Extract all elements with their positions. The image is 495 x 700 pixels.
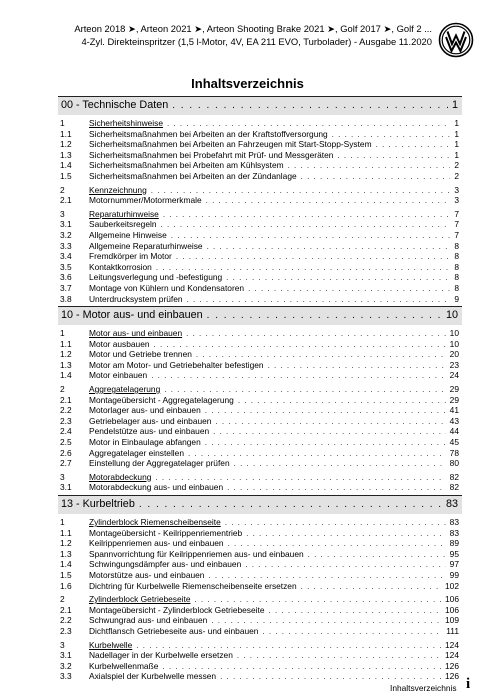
leader-dots (220, 672, 441, 683)
toc-chapter[interactable] (58, 640, 462, 651)
toc-entry[interactable] (58, 559, 462, 570)
toc-page: 8 (454, 272, 459, 283)
toc-text: Kontaktkorrosion (89, 261, 152, 272)
toc-page: 8 (454, 240, 459, 251)
toc-number: 1.4 (60, 370, 72, 381)
toc-entry[interactable] (58, 272, 462, 283)
toc-entry[interactable] (58, 538, 462, 549)
toc-page: 7 (454, 229, 459, 240)
toc-text: Reparaturhinweise (89, 208, 159, 219)
toc-entry[interactable] (58, 416, 462, 427)
toc-number: 2.2 (60, 615, 72, 626)
leader-dots (245, 560, 445, 571)
toc-number: 1.1 (60, 527, 72, 538)
toc-number: 1.3 (60, 359, 72, 370)
leader-dots (205, 438, 446, 449)
header-models: Arteon 2018 ➤, Arteon 2021 ➤, Arteon Shooting Brake 2021 ➤, Golf 2017 ➤, Golf 2 ... (74, 23, 432, 34)
toc-text: Allgemeine Reparaturhinweise (89, 240, 203, 251)
toc-number: 1 (60, 118, 65, 128)
header-engine: 4-Zyl. Direkteinspritzer (1,5 l-Motor, 4V, EA 211 EVO, Turbolader) - Ausgabe 11.2020 (81, 36, 432, 47)
toc-page: 8 (454, 282, 459, 293)
toc-text: Sicherheitsmaßnahmen bei Arbeiten an Fahrzeugen mit Start-Stopp-System (89, 139, 372, 150)
toc-number: 3.2 (60, 660, 72, 671)
leader-dots (186, 329, 446, 340)
toc-text: Zylinderblock Riemenscheibenseite (89, 517, 221, 527)
toc-page: 10 (449, 338, 459, 349)
toc-text: Einstellung der Aggregatelager prüfen (89, 458, 230, 469)
toc-chapter[interactable] (58, 328, 462, 339)
toc-number: 1.2 (60, 349, 72, 360)
toc-section-title: 10 - Motor aus- und einbauen (61, 309, 203, 322)
toc-entry[interactable] (58, 129, 462, 140)
toc-page: 99 (449, 569, 459, 580)
toc-entry[interactable] (58, 171, 462, 182)
toc-page: 78 (449, 447, 459, 458)
toc-number: 2.3 (60, 625, 72, 636)
toc-number: 1.2 (60, 538, 72, 549)
toc-page: 106 (445, 604, 459, 615)
toc-text: Dichtring für Kurbelwelle Riemenscheibenseite ersetzen (89, 580, 297, 591)
toc-text: Motor und Getriebe trennen (89, 349, 192, 360)
toc-text: Schwingungsdämpfer aus- und einbauen (89, 559, 242, 570)
toc-section-page: 1 (451, 99, 458, 111)
toc-number: 1.2 (60, 139, 72, 150)
toc-number: 2 (60, 384, 65, 395)
footer-page-marker: i (466, 676, 471, 692)
toc-page: 126 (445, 671, 459, 682)
toc-number: 3.1 (60, 650, 72, 661)
toc-page: 124 (445, 650, 459, 661)
toc-entry[interactable] (58, 262, 462, 273)
toc-entry[interactable] (58, 448, 462, 459)
toc-text: Sicherheitsmaßnahmen bei Arbeiten an der Zündanlage (89, 170, 297, 181)
toc-page: 1 (454, 149, 459, 160)
leader-dots (139, 497, 442, 512)
toc-entry[interactable] (58, 570, 462, 581)
toc-page: 3 (454, 184, 459, 195)
leader-dots (172, 98, 448, 113)
toc-section[interactable] (58, 306, 462, 325)
toc-chapter[interactable] (58, 209, 462, 220)
toc-section-page: 83 (445, 498, 458, 510)
toc-text: Sicherheitsmaßnahmen bei Arbeiten am Kühlsystem (89, 160, 284, 171)
table-of-contents (58, 94, 462, 682)
toc-entry[interactable] (58, 482, 462, 493)
leader-dots (207, 308, 442, 323)
toc-text: Kennzeichnung (89, 184, 147, 195)
toc-entry[interactable] (58, 615, 462, 626)
toc-entry[interactable] (58, 219, 462, 230)
toc-text: Axialspiel der Kurbelwelle messen (89, 671, 217, 682)
toc-page: 1 (454, 118, 459, 128)
toc-entry[interactable] (58, 650, 462, 661)
toc-text: Unterdrucksystem prüfen (89, 293, 183, 304)
toc-text: Montageübersicht - Zylinderblock Getriebeseite (89, 604, 265, 615)
leader-dots (207, 242, 451, 253)
toc-entry[interactable] (58, 160, 462, 171)
toc-number: 3.7 (60, 282, 72, 293)
toc-page: 111 (446, 625, 459, 636)
toc-entry[interactable] (58, 426, 462, 437)
leader-dots (215, 417, 445, 428)
toc-number: 2.1 (60, 394, 72, 405)
toc-page: 2 (454, 170, 459, 181)
document-header (24, 22, 432, 62)
toc-number: 2 (60, 594, 65, 605)
toc-page: 43 (449, 415, 459, 426)
leader-dots (205, 406, 446, 417)
leader-dots (171, 231, 451, 242)
toc-text: Pendelstütze aus- und einbauen (89, 426, 210, 437)
toc-page: 82 (449, 471, 459, 482)
toc-chapter[interactable] (58, 384, 462, 395)
toc-number: 2.1 (60, 604, 72, 615)
toc-page: 20 (449, 349, 459, 360)
footer-label: Inhaltsverzeichnis (390, 683, 457, 693)
leader-dots (187, 295, 451, 306)
toc-page: 80 (449, 458, 459, 469)
toc-number: 1 (60, 328, 65, 339)
toc-text: Motorlager aus- und einbauen (89, 405, 201, 416)
toc-text: Motorabdeckung aus- und einbauen (89, 482, 224, 493)
toc-number: 1.1 (60, 338, 72, 349)
toc-text: Montage von Kühlern und Kondensatoren (89, 282, 245, 293)
leader-dots (246, 529, 446, 540)
toc-page: 83 (449, 527, 459, 538)
toc-section[interactable] (58, 495, 462, 514)
toc-number: 2.7 (60, 458, 72, 469)
toc-number: 2.3 (60, 415, 72, 426)
toc-text: Montageübersicht - Aggregatelagerung (89, 394, 234, 405)
toc-entry[interactable] (58, 360, 462, 371)
toc-text: Motor in Einbaulage abfangen (89, 437, 201, 448)
leader-dots (308, 550, 446, 561)
toc-text: Sicherheitsmaßnahmen bei Probefahrt mit Prüf- und Messgeräten (89, 149, 334, 160)
toc-entry[interactable] (58, 241, 462, 252)
toc-page: 45 (449, 437, 459, 448)
toc-number: 3.2 (60, 229, 72, 240)
toc-entry[interactable] (58, 395, 462, 406)
toc-text: Motor einbauen (89, 370, 148, 381)
leader-dots (237, 651, 441, 662)
leader-dots (337, 151, 450, 162)
toc-entry[interactable] (58, 661, 462, 672)
toc-number: 2.1 (60, 195, 72, 206)
toc-chapter[interactable] (58, 185, 462, 196)
leader-dots (161, 220, 451, 231)
toc-page: 109 (445, 615, 459, 626)
toc-entry[interactable] (58, 251, 462, 262)
toc-entry[interactable] (58, 626, 462, 637)
leader-dots (176, 252, 450, 263)
leader-dots (268, 361, 446, 372)
toc-number: 3.4 (60, 251, 72, 262)
toc-text: Kurbelwellenmaße (89, 660, 159, 671)
leader-dots (227, 483, 446, 494)
toc-number: 3.6 (60, 272, 72, 283)
toc-text: Sicherheitshinweise (89, 118, 164, 128)
toc-entry[interactable] (58, 294, 462, 305)
toc-section-page: 10 (445, 309, 458, 322)
leader-dots (234, 459, 446, 470)
toc-page: 1 (454, 139, 459, 150)
toc-page: 8 (454, 261, 459, 272)
toc-number: 3.3 (60, 671, 72, 682)
page-title: Inhaltsverzeichnis (191, 76, 304, 91)
toc-number: 3 (60, 471, 65, 482)
toc-page: 44 (449, 426, 459, 437)
toc-chapter[interactable] (58, 118, 462, 129)
toc-text: Schwungrad aus- und einbauen (89, 615, 208, 626)
toc-page: 89 (449, 538, 459, 549)
leader-dots (226, 273, 450, 284)
toc-page: 102 (445, 580, 459, 591)
toc-number: 3.3 (60, 240, 72, 251)
leader-dots (376, 140, 451, 151)
toc-text: Allgemeine Hinweise (89, 229, 167, 240)
leader-dots (213, 427, 446, 438)
toc-section[interactable] (58, 96, 462, 115)
toc-text: Kurbelwelle (89, 639, 133, 650)
toc-text: Motornummer/Motormerkmale (89, 195, 202, 206)
toc-number: 3.1 (60, 482, 72, 493)
toc-page: 124 (445, 639, 459, 650)
toc-entry[interactable] (58, 437, 462, 448)
leader-dots (248, 284, 450, 295)
toc-entry[interactable] (58, 195, 462, 206)
toc-page: 10 (449, 328, 459, 339)
toc-text: Motor ausbauen (89, 338, 150, 349)
toc-page: 23 (449, 359, 459, 370)
toc-number: 2.6 (60, 447, 72, 458)
toc-number: 3.1 (60, 219, 72, 230)
toc-entry[interactable] (58, 283, 462, 294)
toc-text: Spannvorrichtung für Keilrippenriemen aus- und einbauen (89, 548, 304, 559)
toc-page: 9 (454, 293, 459, 304)
toc-number: 1 (60, 517, 65, 527)
toc-number: 3 (60, 208, 65, 219)
toc-entry[interactable] (58, 581, 462, 592)
toc-text: Zylinderblock Getriebeseite (89, 594, 191, 605)
toc-entry[interactable] (58, 549, 462, 560)
toc-page: 29 (449, 394, 459, 405)
toc-entry[interactable] (58, 405, 462, 416)
toc-entry[interactable] (58, 230, 462, 241)
leader-dots (269, 606, 442, 617)
toc-page: 7 (454, 219, 459, 230)
toc-text: Motor aus- und einbauen (89, 328, 183, 339)
toc-page: 2 (454, 160, 459, 171)
toc-number: 3.5 (60, 261, 72, 272)
toc-entry[interactable] (58, 458, 462, 469)
toc-text: Aggregatelager einstellen (89, 447, 184, 458)
toc-entry[interactable] (58, 150, 462, 161)
toc-number: 3.8 (60, 293, 72, 304)
toc-entry[interactable] (58, 671, 462, 682)
toc-page: 41 (449, 405, 459, 416)
toc-page: 3 (454, 195, 459, 206)
toc-entry[interactable] (58, 139, 462, 150)
toc-number: 1.5 (60, 170, 72, 181)
toc-entry[interactable] (58, 349, 462, 360)
toc-text: Sicherheitsmaßnahmen bei Arbeiten an der Kraftstoffversorgung (89, 128, 328, 139)
toc-number: 2.4 (60, 426, 72, 437)
toc-text: Motorstütze aus- und einbauen (89, 569, 205, 580)
toc-text: Nadellager in der Kurbelwelle ersetzen (89, 650, 233, 661)
leader-dots (288, 161, 451, 172)
toc-number: 3 (60, 639, 65, 650)
vw-logo-icon (438, 22, 474, 58)
toc-page: 106 (445, 594, 459, 605)
toc-section-title: 00 - Technische Daten (61, 99, 169, 111)
toc-text: Sauberkeitsregeln (89, 219, 157, 230)
toc-text: Leitungsverlegung und -befestigung (89, 272, 223, 283)
toc-text: Motorabdeckung (89, 471, 152, 482)
toc-page: 95 (449, 548, 459, 559)
toc-entry[interactable] (58, 605, 462, 616)
toc-page: 24 (449, 370, 459, 381)
leader-dots (151, 371, 445, 382)
toc-page: 126 (445, 660, 459, 671)
toc-page: 8 (454, 251, 459, 262)
toc-number: 1.3 (60, 548, 72, 559)
toc-number: 2.2 (60, 405, 72, 416)
leader-dots (301, 582, 441, 593)
toc-text: Montageübersicht - Keilrippenriementrieb (89, 527, 243, 538)
toc-page: 97 (449, 559, 459, 570)
toc-page: 82 (449, 482, 459, 493)
toc-section-title: 13 - Kurbeltrieb (61, 498, 135, 510)
leader-dots (262, 627, 442, 638)
toc-number: 1.4 (60, 559, 72, 570)
toc-number: 2 (60, 184, 65, 195)
toc-number: 1.6 (60, 580, 72, 591)
leader-dots (206, 196, 451, 207)
toc-entry[interactable] (58, 370, 462, 381)
toc-entry[interactable] (58, 528, 462, 539)
toc-text: Dichtflansch Getriebeseite aus- und einbauen (89, 625, 259, 636)
toc-text: Fremdkörper im Motor (89, 251, 172, 262)
toc-number: 1.1 (60, 128, 72, 139)
toc-chapter[interactable] (58, 517, 462, 528)
toc-page: 7 (454, 208, 459, 219)
toc-page: 83 (449, 517, 459, 527)
toc-number: 2.5 (60, 437, 72, 448)
leader-dots (163, 210, 450, 221)
leader-dots (238, 396, 446, 407)
toc-chapter[interactable] (58, 594, 462, 605)
toc-text: Aggregatelagerung (89, 384, 161, 395)
toc-page: 29 (449, 384, 459, 395)
toc-text: Motor am Motor- und Getriebehalter befestigen (89, 359, 264, 370)
toc-number: 1.5 (60, 569, 72, 580)
leader-dots (225, 518, 446, 529)
leader-dots (301, 172, 451, 183)
toc-entry[interactable] (58, 339, 462, 350)
toc-page: 1 (454, 128, 459, 139)
toc-text: Keilrippenriemen aus- und einbauen (89, 538, 224, 549)
toc-chapter[interactable] (58, 472, 462, 483)
leader-dots (154, 340, 446, 351)
toc-text: Getriebelager aus- und einbauen (89, 415, 212, 426)
toc-number: 1.4 (60, 160, 72, 171)
toc-number: 1.3 (60, 149, 72, 160)
